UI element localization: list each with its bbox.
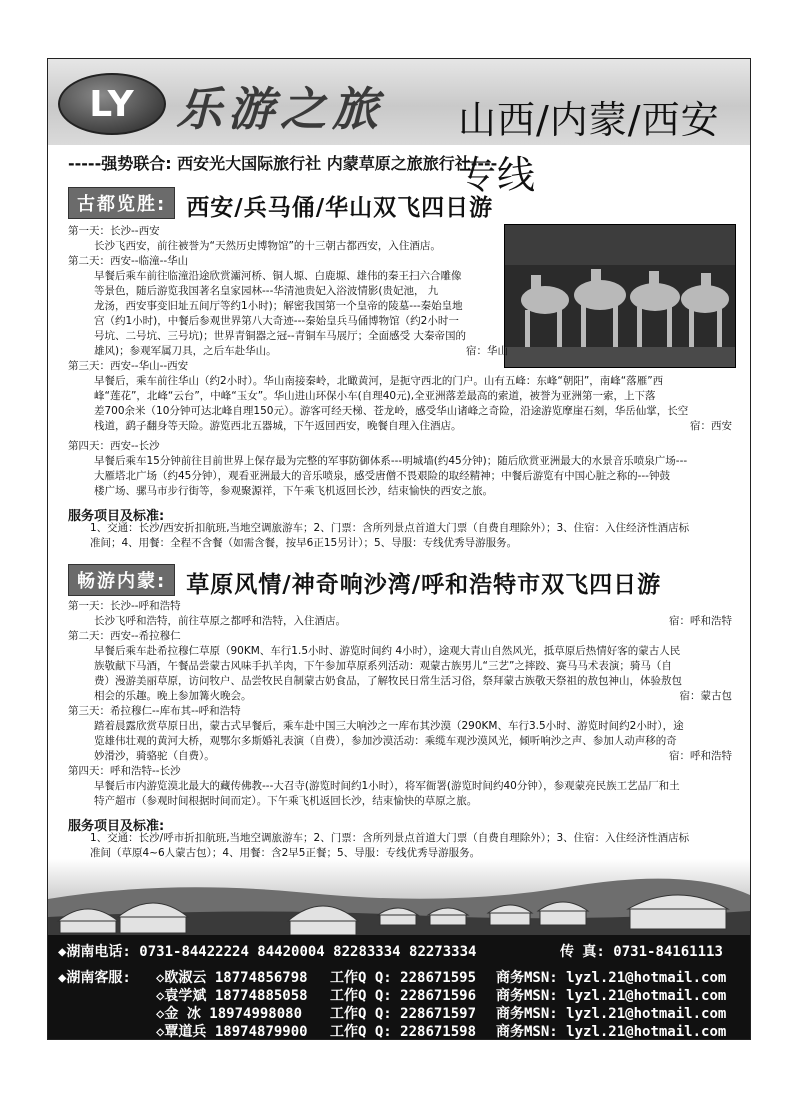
day-text: 长沙飞西安，前往被誉为“天然历史博物馆”的十三朝古都西安，入住酒店。 [94,240,441,252]
day-text: 踏着晨露欣赏草原日出，蒙古式早餐后，乘车赴中国三大响沙之一库布其沙漠（290KM、车行3.5小时、游览时间约2小时），途 [94,720,684,732]
msn-label: 商务MSN: [496,1006,558,1022]
staff-msn [496,967,726,987]
qq-number: 228671596 [400,988,477,1004]
staff-phone: 18974879900 [214,1024,308,1040]
staff-name: ◇欧淑云 [156,970,207,986]
phone-row [58,941,476,961]
stay-label: 宿：蒙古包 [679,690,732,702]
staff-name: ◇金 冰 [156,1006,201,1022]
service-line: 1、交通：长沙/西安折扣航班,当地空调旅游车；2、门票：含所列景点首道大门票（自费自理除外）；3、住宿：入住经济性酒店标 [90,522,690,534]
day-text: 差700余米（10分钟可达北峰自理150元）。游客可经天梯、苍龙岭，感受华山诸峰之奇险，沿途游览摩崖石刻，华岳仙掌，长空 [94,405,689,417]
logo: LY [58,73,166,135]
section2-day4 [68,764,732,809]
section2-heading [68,564,661,599]
day-text: 早餐后乘车赴希拉穆仁草原（90KM、车行1.5小时、游览时间约 4小时），途观大青山自然风光，抵草原后热情好客的蒙古人民 [94,645,681,657]
day-label: 第二天：西安--希拉穆仁 [68,630,181,642]
day-text: 早餐后乘车前往临潼沿途欣赏灞河桥、铜人塬、白鹿塬、雄伟的秦王扫六合雕像 [94,270,462,282]
qq-number: 228671598 [400,1024,477,1040]
fax-row [560,941,723,961]
stay-label: 宿：华山 [466,345,508,357]
staff-msn [496,985,726,1005]
staff-qq [330,1021,476,1040]
qq-label: 工作Q Q: [330,988,392,1004]
section1-tag: 古都览胜: [68,187,175,219]
stay-label: 宿：西安 [690,420,732,432]
service-line: 准间（草原4~6人蒙古包）；4、用餐：含2早5正餐；5、导服：专线优秀导游服务。 [90,847,481,859]
day-text: 族敬献下马酒，午餐品尝蒙古风味手扒羊肉，下午参加草原系列活动：观蒙古族男儿“三艺”之摔跤、赛马马术表演；骑马（自 [94,660,672,672]
msn-address: lyzl.21@hotmail.com [566,970,727,986]
day-label: 第三天：希拉穆仁--库布其--呼和浩特 [68,705,241,717]
day-text: 早餐后乘车15分钟前往目前世界上保存最为完整的军事防御体系---明城墙(约45分钟)；随后欣赏亚洲最大的水景音乐喷泉广场--- [94,455,688,467]
msn-address: lyzl.21@hotmail.com [566,1024,727,1040]
staff-qq [330,985,476,1005]
service-label: ◆湖南客服: [58,970,131,986]
staff-name: ◇袁学斌 [156,988,207,1004]
msn-label: 商务MSN: [496,988,558,1004]
day-text: 早餐后市内游览漠北最大的藏传佛教---大召寺(游览时间约1小时），将军衙署(游览时间约40分钟），参观蒙亮民族工艺品厂和土 [94,780,680,792]
day-text: 大雁塔北广场（约45分钟），观看亚洲最大的音乐喷泉，感受唐僧不畏艰险的取经精神；中餐后游览有中国心脏之称的---钟鼓 [94,470,670,482]
stay-label: 宿：呼和浩特 [669,615,732,627]
staff-name: ◇覃道兵 [156,1024,207,1040]
day-text: 相会的乐趣。晚上参加篝火晚会。 [94,690,252,702]
service-line: 准间；4、用餐：全程不含餐（如需含餐，按早6正15另计）；5、导服：专线优秀导游服务。 [90,537,518,549]
staff-qq [330,1003,476,1023]
staff-phone: 18774856798 [214,970,308,986]
phone-label: ◆湖南电话: [58,944,131,960]
section1-day2 [68,254,508,359]
day-text: 特产超市（参观时间根据时间而定）。下午乘飞机返回长沙，结束愉快的草原之旅。 [94,795,478,807]
flyer-page [47,58,751,1040]
day-label: 第三天：西安--华山--西安 [68,360,189,372]
fax-number: 0731-84161113 [613,944,723,960]
section1-day1 [68,224,508,254]
msn-address: lyzl.21@hotmail.com [566,988,727,1004]
staff-phone: 18974998080 [209,1006,303,1022]
msn-label: 商务MSN: [496,1024,558,1040]
msn-address: lyzl.21@hotmail.com [566,1006,727,1022]
section2-day1 [68,599,732,629]
day-text: 费）漫游美丽草原，访问牧户、品尝牧民自制蒙古奶食品，了解牧民日常生活习俗，祭拜蒙古族敬天祭祖的敖包神山，体验敖包 [94,675,682,687]
section1-heading [68,187,493,222]
day-text: 楼广场、骡马市步行街等，参观聚源祥，下午乘飞机返回长沙，结束愉快的西安之旅。 [94,485,493,497]
service-line: 1、交通：长沙/呼市折扣航班,当地空调旅游车；2、门票：含所列景点首道大门票（自费自理除外）；3、住宿：入住经济性酒店标 [90,832,690,844]
section1-service-text [90,521,730,551]
terracotta-warriors-photo [504,224,736,368]
staff-qq [330,967,476,987]
staff-row [156,985,308,1005]
section2-service-heading: 服务项目及标准: [68,819,165,834]
day-text: 长沙飞呼和浩特，前往草原之都呼和浩特，入住酒店。 [94,615,346,627]
day-text: 早餐后，乘车前往华山（约2小时）。华山南接秦岭，北瞰黄河，是扼守西北的门户。山有五峰：东峰“朝阳”，南峰“落雁”西 [94,375,664,387]
section2-tag: 畅游内蒙: [68,564,175,596]
msn-label: 商务MSN: [496,970,558,986]
section1-title: 西安/兵马俑/华山双飞四日游 [186,195,494,221]
brand-name: 乐游之旅 [176,82,384,136]
contact-panel [48,935,750,1040]
alliance-line: -----强势联合: 西安光大国际旅行社 内蒙草原之旅旅行社---- [68,154,498,173]
day-text: 栈道，鹞子翻身等天险。游览西北五器城，下午返回西安，晚餐自理入住酒店。 [94,420,462,432]
fax-label: 传 真: [560,944,605,960]
grassland-yurts-image [48,859,750,941]
staff-row [156,1003,302,1023]
phone-numbers: 0731-84422224 84420004 82283334 82273334 [139,944,477,960]
day-text: 宫（约1小时)，中餐后参观世界第八大奇迹---秦始皇兵马俑博物馆（约2小时一 [94,315,459,327]
day-text: 雄风)；参观军属刀具，之后车赴华山。 [94,345,277,357]
qq-label: 工作Q Q: [330,1006,392,1022]
qq-label: 工作Q Q: [330,1024,392,1040]
section1-day3 [68,359,732,434]
staff-row [156,967,308,987]
section1-service-heading: 服务项目及标准: [68,509,165,524]
section2-day2 [68,629,732,704]
day-text: 峰“莲花”，北峰“云台”，中峰“玉女”。华山进山环保小车(自理40元),全亚洲落差最高的索道，被誉为亚洲第一索，上下落 [94,390,656,402]
day-label: 第四天：西安--长沙 [68,440,160,452]
section1-day4 [68,439,732,499]
day-text: 号坑、二号坑、三号坑)；世界青铜器之冠--青铜车马展厅；全面感受 大秦帝国的 [94,330,467,342]
qq-number: 228671595 [400,970,477,986]
day-label: 第二天：西安--临潼--华山 [68,255,189,267]
section2-title: 草原风情/神奇响沙湾/呼和浩特市双飞四日游 [186,572,662,598]
route-title: 山西/内蒙/西安专线 [458,98,720,197]
qq-number: 228671597 [400,1006,477,1022]
day-label: 第一天：长沙--西安 [68,225,160,237]
day-text: 龙汤，西安事变旧址五间厅等约1小时)；解密我国第一个皇帝的陵墓---秦始皇地 [94,300,463,312]
qq-label: 工作Q Q: [330,970,392,986]
day-label: 第四天：呼和浩特--长沙 [68,765,181,777]
day-label: 第一天：长沙--呼和浩特 [68,600,181,612]
staff-phone: 18774885058 [214,988,308,1004]
section2-service-text [90,831,730,861]
staff-row [156,1021,308,1040]
staff-msn [496,1003,726,1023]
stay-label: 宿：呼和浩特 [669,750,732,762]
day-text: 等景色，随后游览我国著名皇家园林---华清池贵妃入浴波情影(贵妃池， 九 [94,285,439,297]
staff-msn [496,1021,726,1040]
section2-day3 [68,704,732,764]
day-text: 览雄伟壮观的黄河大桥，观鄂尔多斯婚礼表演（自费），参加沙漠活动：乘缆车观沙漠风光，倾听响沙之声、参加人动声移的奇 [94,735,677,747]
day-text: 妙滑沙，骑骆驼（自费）。 [94,750,215,762]
